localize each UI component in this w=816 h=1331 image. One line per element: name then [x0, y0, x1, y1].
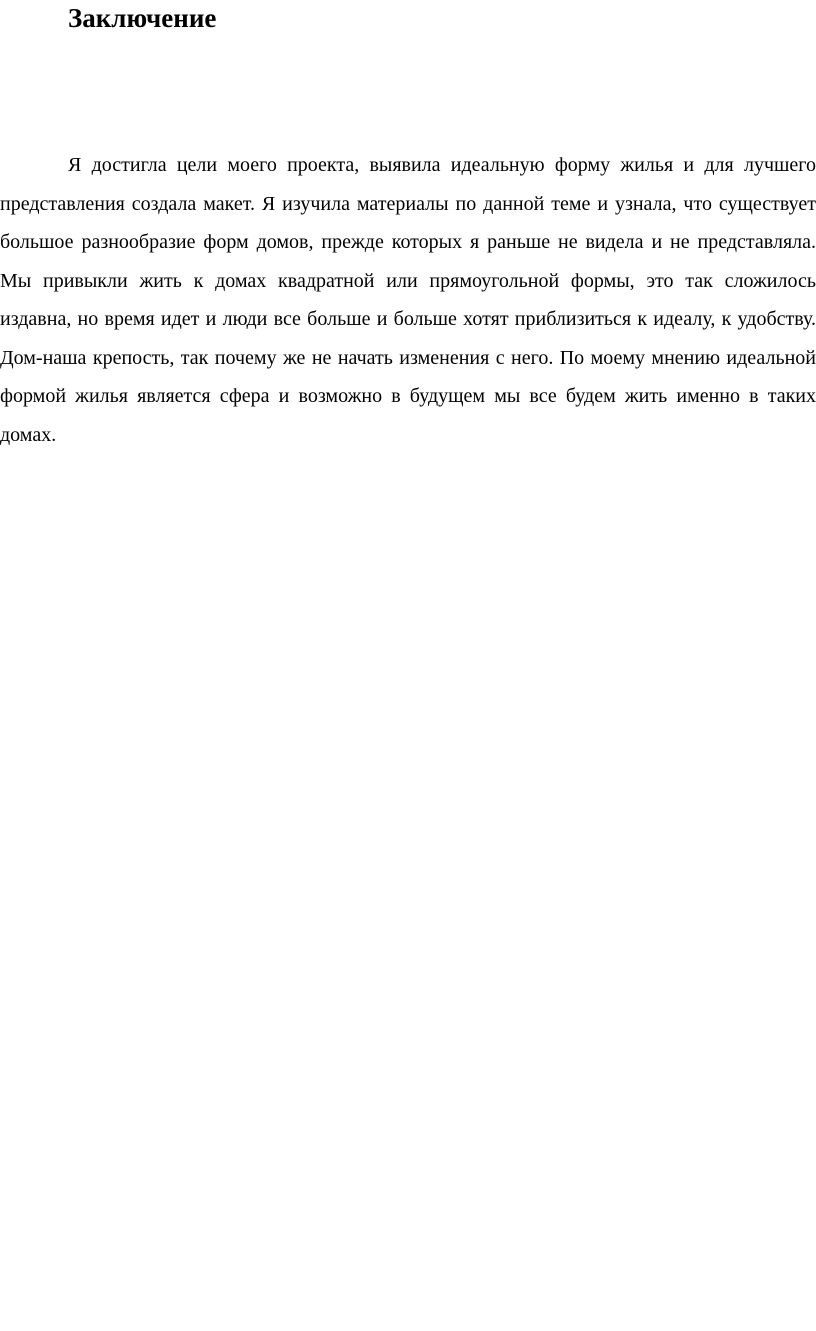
body-paragraph: Я достигла цели моего проекта, выявила идеальную форму жилья и для лучшего представления создала макет. Я изучила материалы по данной теме и узнала, что существует большое разнообразие форм домов, прежде которых я раньше не видела и не представляла. Мы привыкли жить к домах квадратной или прямоугольной формы, это так сложилось издавна, но время идет и люди все больше и больше хотят приблизиться к идеалу, к удобству. Дом-наша крепость, так почему же не начать изменения с него. По моему мнению идеальной формой жилья является сфера и возможно в будущем мы все будем жить именно в таких домах. [0, 154, 816, 446]
page-title: Заключение [68, 3, 217, 33]
